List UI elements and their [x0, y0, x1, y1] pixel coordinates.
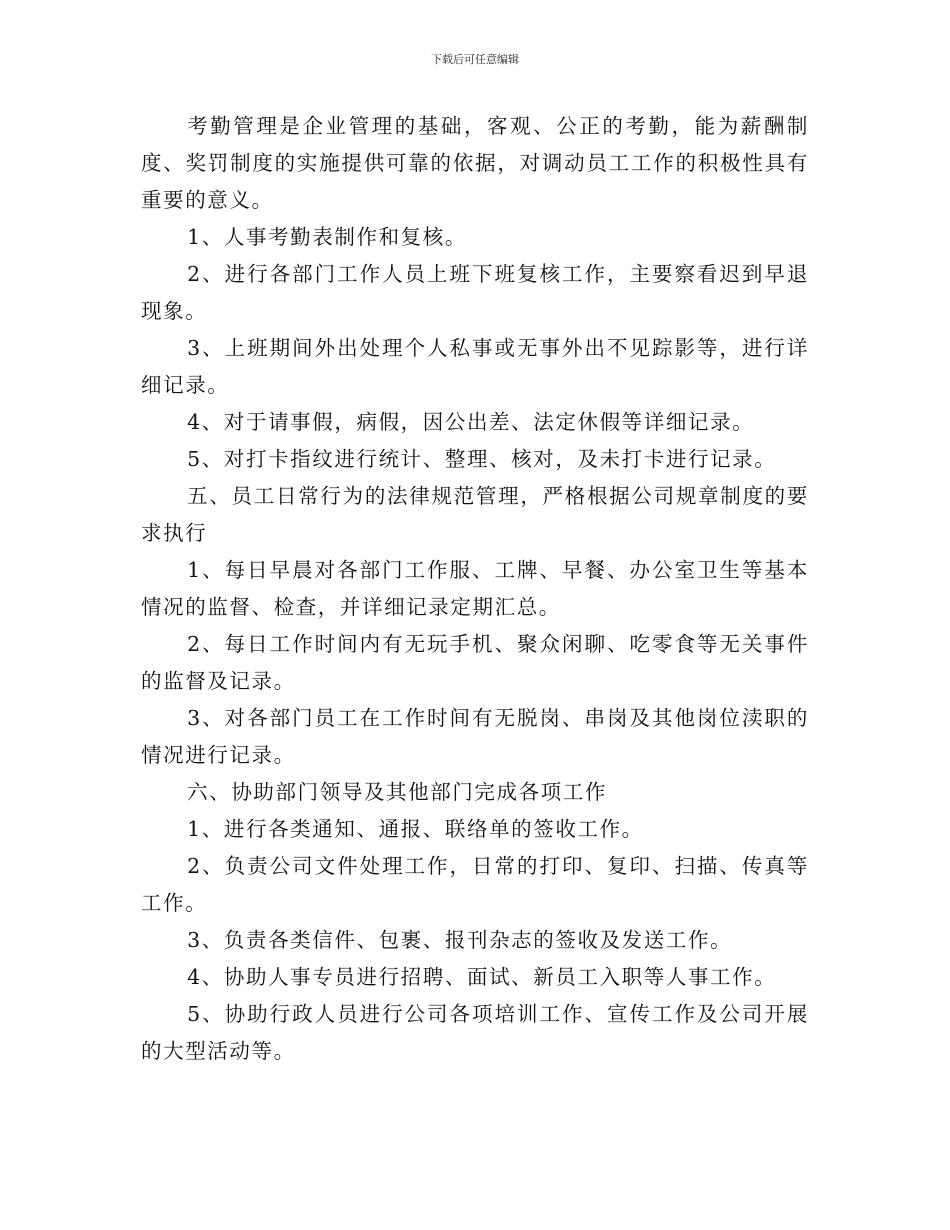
paragraph: 考勤管理是企业管理的基础，客观、公正的考勤，能为薪酬制度、奖罚制度的实施提供可靠的依据，对调动员工工作的积极性具有重要的意义。: [141, 114, 809, 212]
paragraph: 2、负责公司文件处理工作，日常的打印、复印、扫描、传真等工作。: [141, 854, 809, 915]
paragraph: 3、负责各类信件、包裹、报刊杂志的签收及发送工作。: [187, 928, 733, 952]
paragraph: 5、对打卡指纹进行统计、整理、核对，及未打卡进行记录。: [187, 447, 777, 471]
paragraph: 5、协助行政人员进行公司各项培训工作、宣传工作及公司开展的大型活动等。: [141, 1002, 809, 1063]
paragraph: 1、人事考勤表制作和复核。: [187, 225, 467, 249]
paragraph: 1、每日早晨对各部门工作服、工牌、早餐、办公室卫生等基本情况的监督、检查，并详细记录定期汇总。: [141, 558, 809, 619]
section-heading: 六、协助部门领导及其他部门完成各项工作: [187, 780, 608, 804]
page-header: 下载后可任意编辑: [431, 53, 519, 66]
paragraph: 4、协助人事专员进行招聘、面试、新员工入职等人事工作。: [187, 965, 777, 989]
paragraph: 2、每日工作时间内有无玩手机、聚众闲聊、吃零食等无关事件的监督及记录。: [141, 632, 809, 693]
paragraph: 3、对各部门员工在工作时间有无脱岗、串岗及其他岗位渎职的情况进行记录。: [141, 706, 809, 767]
paragraph: 3、上班期间外出处理个人私事或无事外出不见踪影等，进行详细记录。: [141, 336, 809, 397]
paragraph: 1、进行各类通知、通报、联络单的签收工作。: [187, 817, 644, 841]
paragraph: 4、对于请事假，病假，因公出差、法定休假等详细记录。: [187, 410, 755, 434]
paragraph: 2、进行各部门工作人员上班下班复核工作，主要察看迟到早退现象。: [141, 262, 809, 323]
section-heading: 五、员工日常行为的法律规范管理，严格根据公司规章制度的要求执行: [141, 484, 809, 545]
document-body: [141, 108, 809, 1070]
